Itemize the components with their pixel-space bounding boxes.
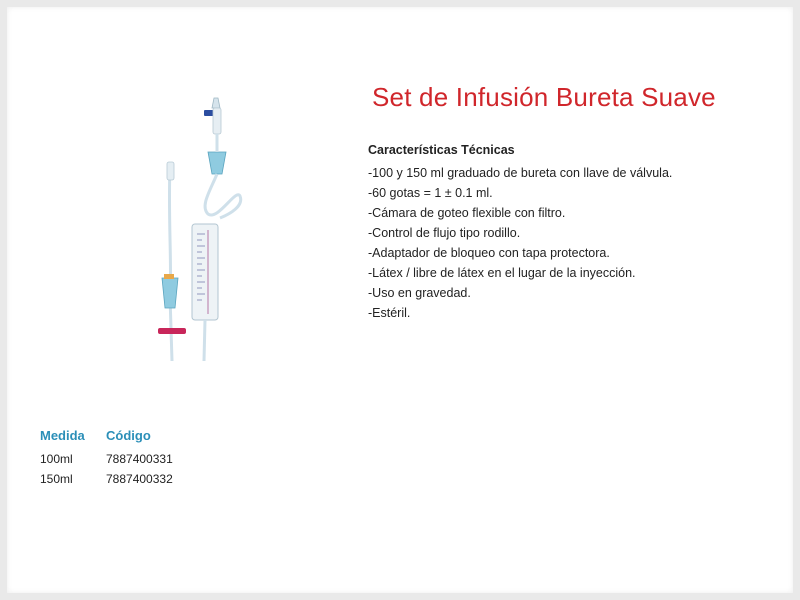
- technical-features: [368, 143, 768, 323]
- feature-item: -Control de flujo tipo rodillo.: [368, 226, 521, 240]
- feature-item: -100 y 150 ml graduado de bureta con llave de válvula.: [368, 166, 673, 180]
- code-cell: 7887400332: [106, 472, 173, 486]
- feature-item: -Adaptador de bloqueo con tapa protectora.: [368, 246, 610, 260]
- infusion-set-image: [140, 96, 260, 366]
- code-cell: 7887400331: [106, 452, 173, 466]
- feature-item: -Cámara de goteo flexible con filtro.: [368, 206, 566, 220]
- size-cell: 100ml: [40, 452, 73, 466]
- product-title: Set de Infusión Bureta Suave: [372, 82, 716, 112]
- header-codigo: Código: [106, 428, 151, 443]
- feature-item: -Látex / libre de látex en el lugar de la inyección.: [368, 266, 636, 280]
- features-heading: Características Técnicas: [368, 143, 515, 157]
- feature-item: -60 gotas = 1 ± 0.1 ml.: [368, 186, 493, 200]
- feature-item: -Uso en gravedad.: [368, 286, 471, 300]
- header-medida: Medida: [40, 428, 85, 443]
- size-cell: 150ml: [40, 472, 73, 486]
- feature-item: -Estéril.: [368, 306, 411, 320]
